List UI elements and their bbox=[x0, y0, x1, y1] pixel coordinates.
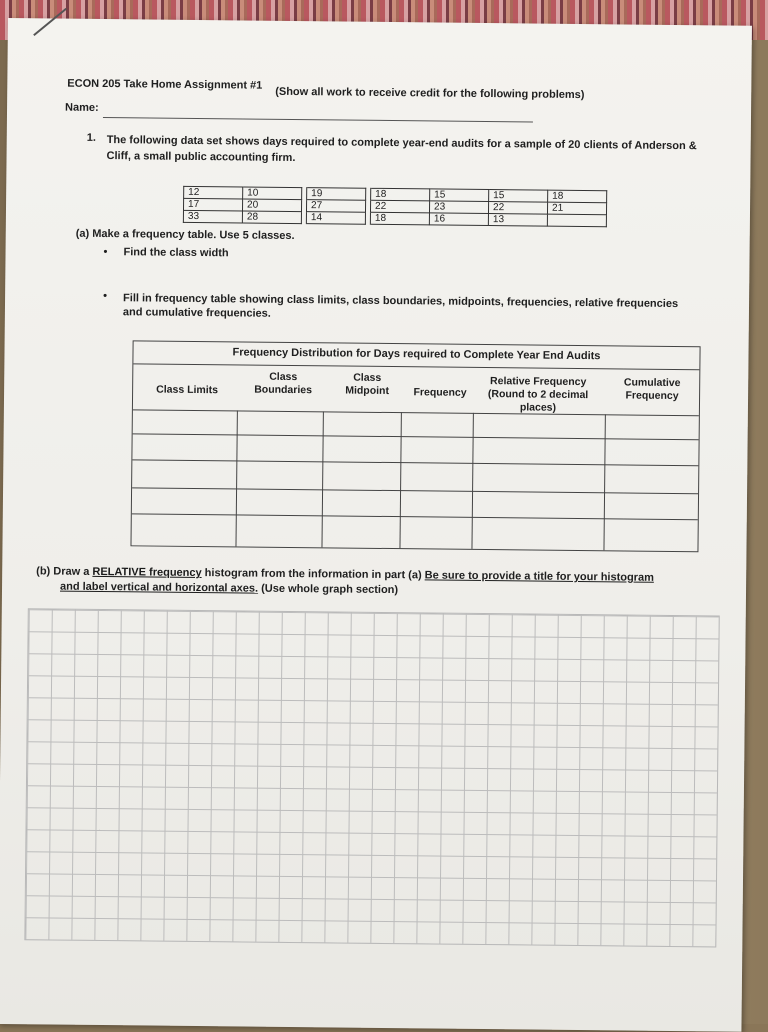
divider bbox=[321, 411, 323, 547]
problem-number: 1. bbox=[86, 131, 96, 144]
divider bbox=[133, 433, 699, 440]
data-cell bbox=[547, 214, 606, 227]
frequency-table bbox=[130, 340, 700, 552]
data-cell: 13 bbox=[488, 214, 547, 227]
data-cell: 22 bbox=[370, 200, 429, 213]
data-table bbox=[183, 186, 607, 227]
header-relative-frequency: Relative Frequency (Round to 2 decimal places) bbox=[487, 375, 589, 414]
data-cell: 18 bbox=[371, 188, 430, 201]
fill-table-instruction-line1: Fill in frequency table showing class limits, class boundaries, midpoints, frequencies, relative frequencies bbox=[123, 292, 679, 311]
fill-table-instruction-line2: and cumulative frequencies. bbox=[122, 306, 271, 320]
assignment-sheet bbox=[0, 18, 752, 1032]
name-label: Name: bbox=[65, 101, 99, 114]
divider bbox=[471, 413, 473, 549]
data-cell: 15 bbox=[489, 190, 548, 203]
data-cell: 27 bbox=[306, 200, 365, 213]
data-cell: 21 bbox=[547, 202, 606, 215]
header-class-midpoint: Class Midpoint bbox=[345, 371, 390, 398]
data-cell: 12 bbox=[184, 186, 243, 199]
divider bbox=[133, 409, 699, 416]
data-cell: 10 bbox=[243, 187, 302, 200]
data-cell: 33 bbox=[183, 210, 242, 223]
divider bbox=[132, 487, 698, 494]
data-cell: 18 bbox=[370, 212, 429, 225]
header-frequency: Frequency bbox=[413, 386, 467, 399]
data-cell: 15 bbox=[430, 189, 489, 202]
data-cell: 23 bbox=[429, 201, 488, 214]
data-cell: 19 bbox=[307, 188, 366, 201]
part-b-line1: (b) Draw a RELATIVE frequency histogram from the information in part (a) Be sure to provide a title for your histogram bbox=[36, 565, 654, 584]
header-class-boundaries: Class Boundaries bbox=[254, 370, 313, 397]
data-cell: 17 bbox=[183, 198, 242, 211]
bullet-icon: • bbox=[103, 246, 108, 259]
frequency-table-title: Frequency Distribution for Days required to Complete Year End Audits bbox=[232, 346, 601, 363]
divider bbox=[132, 459, 698, 466]
problem-text-line1: The following data set shows days required to complete year-end audits for a sample of 20 clients of Anderson & bbox=[106, 134, 697, 153]
course-title: ECON 205 Take Home Assignment #1 bbox=[67, 77, 263, 92]
header-instruction: (Show all work to receive credit for the following problems) bbox=[275, 85, 585, 102]
divider bbox=[603, 414, 605, 550]
data-cell: 14 bbox=[306, 212, 365, 225]
problem-text-line2: Cliff, a small public accounting firm. bbox=[106, 150, 296, 165]
data-cell: 16 bbox=[429, 213, 488, 226]
divider bbox=[132, 513, 698, 520]
bullet-icon: • bbox=[103, 290, 108, 303]
part-a-label: (a) Make a frequency table. Use 5 classes. bbox=[75, 227, 295, 243]
divider bbox=[133, 363, 699, 370]
name-line[interactable] bbox=[103, 117, 533, 123]
divider bbox=[235, 410, 237, 546]
header-class-limits: Class Limits bbox=[156, 383, 219, 397]
data-cell: 28 bbox=[242, 211, 301, 224]
class-width-instruction: Find the class width bbox=[123, 246, 229, 260]
histogram-graph-grid[interactable] bbox=[24, 608, 719, 947]
divider bbox=[399, 412, 401, 548]
data-cell: 22 bbox=[488, 202, 547, 215]
part-b-line2: and label vertical and horizontal axes. (Use whole graph section) bbox=[59, 580, 399, 597]
data-cell: 18 bbox=[548, 190, 607, 203]
header-cumulative-frequency: Cumulative Frequency bbox=[623, 376, 681, 403]
data-cell: 20 bbox=[242, 199, 301, 212]
